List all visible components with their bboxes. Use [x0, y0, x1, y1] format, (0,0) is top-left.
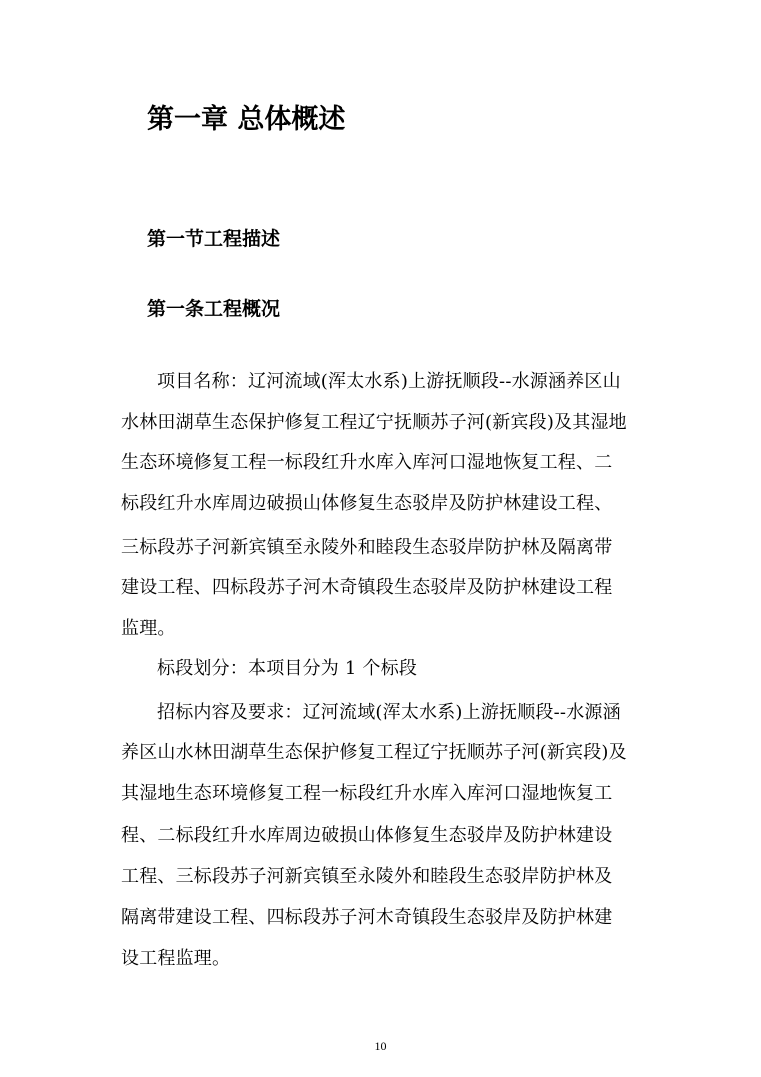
body-line: 标段红升水库周边破损山体修复生态驳岸及防护林建设工程、 [121, 493, 613, 514]
body-line: 养区山水林田湖草生态保护修复工程辽宁抚顺苏子河(新宾段)及 [121, 742, 627, 763]
body-line: 三标段苏子河新宾镇至永陵外和睦段生态驳岸防护林及隔离带 [121, 537, 613, 558]
body-line: 生态环境修复工程一标段红升水库入库河口湿地恢复工程、二 [121, 452, 613, 473]
article-title: 第一条工程概况 [147, 298, 281, 320]
project-name-line: 项目名称：辽河流域(浑太水系)上游抚顺段--水源涵养区山 [157, 371, 621, 392]
body-line: 监理。 [121, 618, 176, 639]
body-line: 工程、三标段苏子河新宾镇至永陵外和睦段生态驳岸防护林及 [121, 866, 613, 887]
body-line: 其湿地生态环境修复工程一标段红升水库入库河口湿地恢复工 [121, 783, 613, 804]
body-line: 水林田湖草生态保护修复工程辽宁抚顺苏子河(新宾段)及其湿地 [121, 412, 627, 433]
section-title: 第一节工程描述 [147, 228, 281, 250]
body-line: 建设工程、四标段苏子河木奇镇段生态驳岸及防护林建设工程 [121, 577, 613, 598]
chapter-title: 第一章 总体概述 [147, 104, 346, 135]
page-number: 10 [374, 1039, 387, 1053]
tender-content-line: 招标内容及要求：辽河流域(浑太水系)上游抚顺段--水源涵 [157, 702, 621, 723]
body-line: 程、二标段红升水库周边破损山体修复生态驳岸及防护林建设 [121, 825, 613, 846]
body-line: 隔离带建设工程、四标段苏子河木奇镇段生态驳岸及防护林建 [121, 907, 613, 928]
lot-division-line: 标段划分：本项目分为 1 个标段 [157, 658, 418, 679]
body-line: 设工程监理。 [121, 948, 231, 969]
